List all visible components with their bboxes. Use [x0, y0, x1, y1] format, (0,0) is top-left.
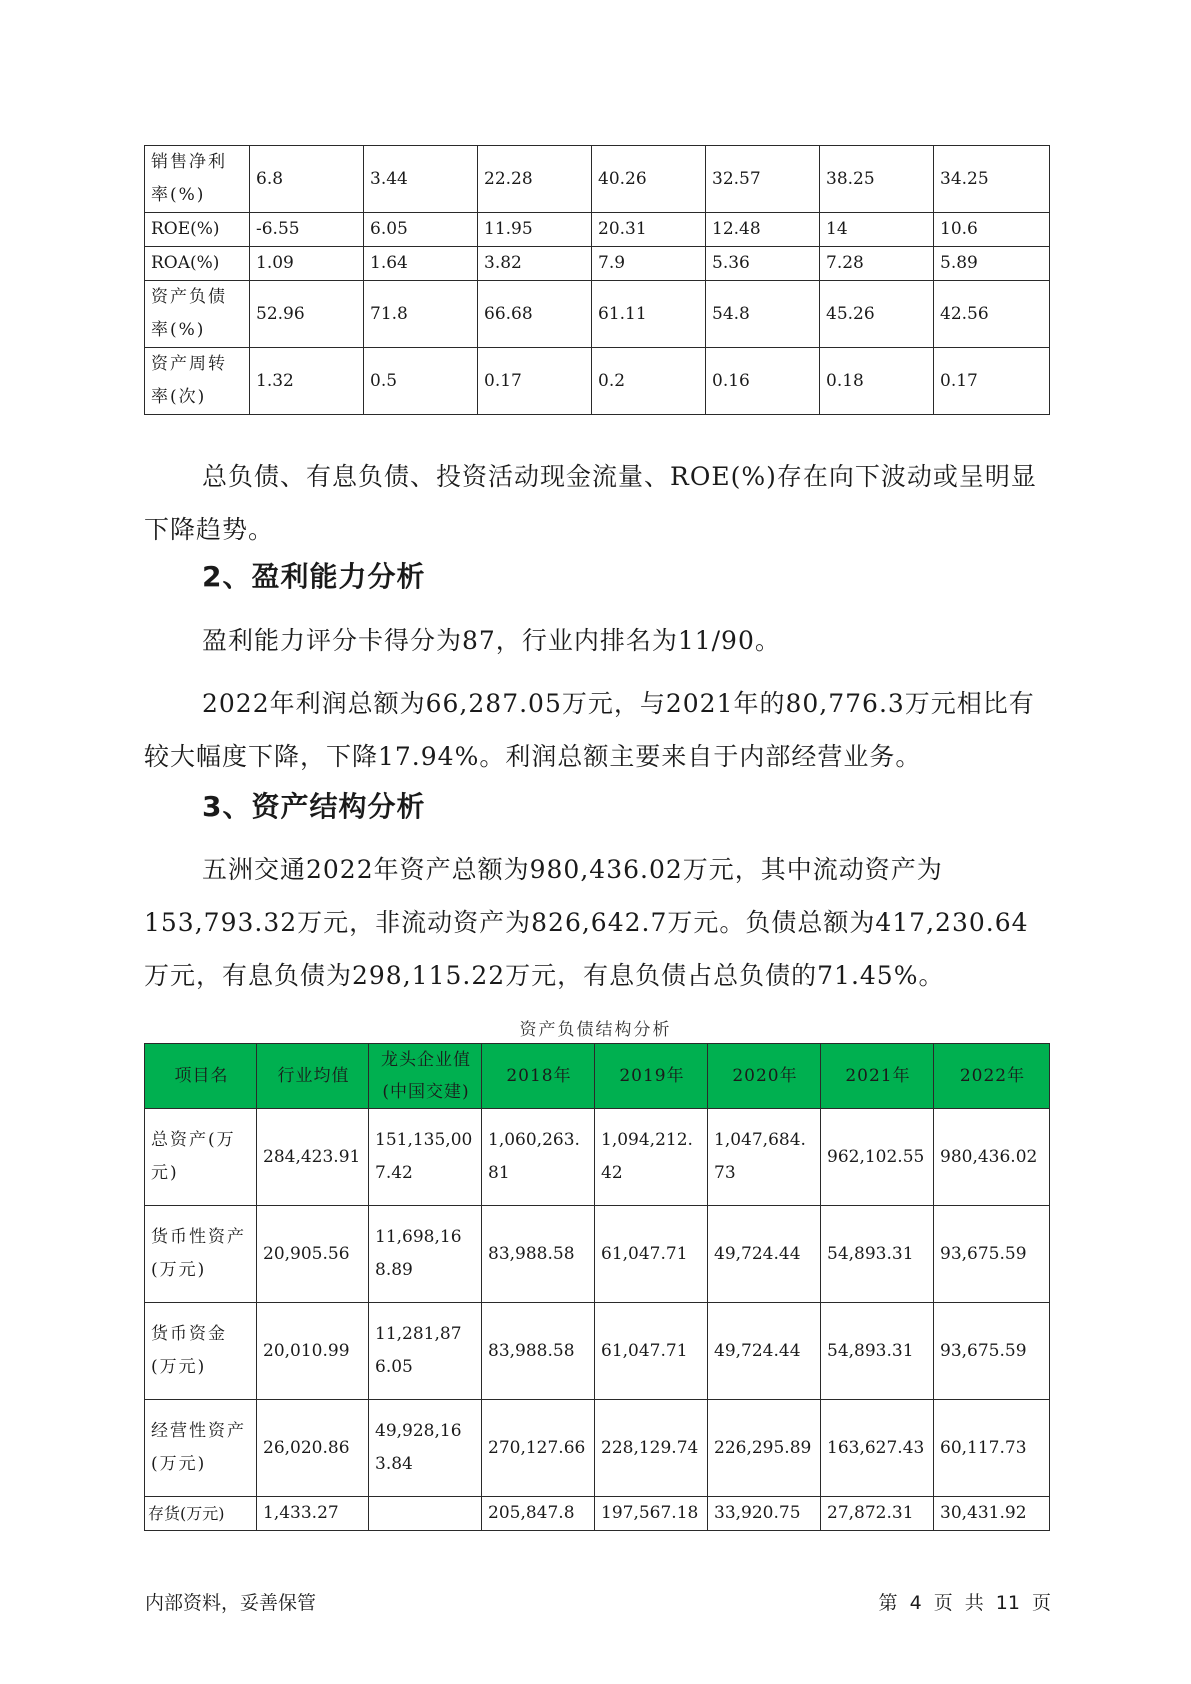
- table-cell: 0.16: [706, 348, 820, 415]
- row-label: 存货(万元): [145, 1497, 257, 1531]
- column-header: 项目名: [145, 1044, 257, 1109]
- table-cell: [369, 1497, 482, 1531]
- row-label: 资产负债率(%): [145, 281, 250, 348]
- table-cell: 7.9: [592, 247, 706, 281]
- table-cell: 226,295.89: [708, 1400, 821, 1497]
- table-cell: 52.96: [250, 281, 364, 348]
- table-cell: 151,135,007.42: [369, 1109, 482, 1206]
- balance-sheet-table: [144, 1043, 1050, 1531]
- confidentiality-footer: 内部资料，妥善保管: [145, 1592, 317, 1614]
- table-cell: 32.57: [706, 146, 820, 213]
- table-cell: 83,988.58: [482, 1303, 595, 1400]
- balance-sheet-table-body: [145, 1044, 1050, 1531]
- table-cell: 14: [820, 213, 934, 247]
- table-cell: 38.25: [820, 146, 934, 213]
- table-cell: 54,893.31: [821, 1206, 934, 1303]
- table-cell: 40.26: [592, 146, 706, 213]
- table-row: [145, 1109, 1050, 1206]
- ratio-table-body: [145, 146, 1050, 415]
- table-cell: 61.11: [592, 281, 706, 348]
- section-heading-asset-structure: 3、资产结构分析: [202, 790, 426, 823]
- table-cell: 71.8: [364, 281, 478, 348]
- table-row: [145, 146, 1050, 213]
- table-cell: 49,724.44: [708, 1206, 821, 1303]
- column-header: 行业均值: [257, 1044, 369, 1109]
- table-cell: 1.09: [250, 247, 364, 281]
- table-cell: 33,920.75: [708, 1497, 821, 1531]
- row-label: ROA(%): [145, 247, 250, 281]
- row-label: 总资产(万元): [145, 1109, 257, 1206]
- page-number: 第 4 页 共 11 页: [878, 1592, 1051, 1614]
- table-cell: 270,127.66: [482, 1400, 595, 1497]
- table-cell: 54.8: [706, 281, 820, 348]
- row-label: 货币资金(万元): [145, 1303, 257, 1400]
- table-cell: 0.17: [934, 348, 1050, 415]
- table-cell: 61,047.71: [595, 1206, 708, 1303]
- table-cell: 11,281,876.05: [369, 1303, 482, 1400]
- table-cell: 42.56: [934, 281, 1050, 348]
- table-row: [145, 1303, 1050, 1400]
- table-row: [145, 348, 1050, 415]
- table-cell: 3.82: [478, 247, 592, 281]
- table-row: [145, 281, 1050, 348]
- trend-paragraph: 总负债、有息负债、投资活动现金流量、ROE(%)存在向下波动或呈明显下降趋势。: [144, 462, 1037, 544]
- table-cell: 1,094,212.42: [595, 1109, 708, 1206]
- row-label: 销售净利率(%): [145, 146, 250, 213]
- table-cell: 49,724.44: [708, 1303, 821, 1400]
- table-cell: 60,117.73: [934, 1400, 1050, 1497]
- column-header: 2022年: [934, 1044, 1050, 1109]
- profitability-score-paragraph: 盈利能力评分卡得分为87，行业内排名为11/90。: [202, 626, 781, 655]
- table-cell: -6.55: [250, 213, 364, 247]
- table-cell: 0.18: [820, 348, 934, 415]
- table-cell: 83,988.58: [482, 1206, 595, 1303]
- row-label: 经营性资产(万元): [145, 1400, 257, 1497]
- table-cell: 27,872.31: [821, 1497, 934, 1531]
- table-cell: 5.89: [934, 247, 1050, 281]
- table-cell: 0.2: [592, 348, 706, 415]
- row-label: 资产周转率(次): [145, 348, 250, 415]
- table-cell: 5.36: [706, 247, 820, 281]
- table-caption: 资产负债结构分析: [519, 1020, 672, 1040]
- column-header: 2019年: [595, 1044, 708, 1109]
- row-label: 货币性资产(万元): [145, 1206, 257, 1303]
- table-cell: 11,698,168.89: [369, 1206, 482, 1303]
- table-cell: 6.8: [250, 146, 364, 213]
- table-cell: 22.28: [478, 146, 592, 213]
- table-row: [145, 213, 1050, 247]
- table-cell: 30,431.92: [934, 1497, 1050, 1531]
- table-cell: 7.28: [820, 247, 934, 281]
- table-cell: 20,905.56: [257, 1206, 369, 1303]
- table-cell: 228,129.74: [595, 1400, 708, 1497]
- table-cell: 34.25: [934, 146, 1050, 213]
- table-cell: 163,627.43: [821, 1400, 934, 1497]
- table-cell: 12.48: [706, 213, 820, 247]
- table-cell: 1,060,263.81: [482, 1109, 595, 1206]
- table-cell: 1.64: [364, 247, 478, 281]
- financial-ratio-table: [144, 145, 1050, 415]
- table-cell: 6.05: [364, 213, 478, 247]
- table-cell: 54,893.31: [821, 1303, 934, 1400]
- table-cell: 962,102.55: [821, 1109, 934, 1206]
- section-heading-profitability: 2、盈利能力分析: [202, 560, 426, 593]
- table-row: [145, 1400, 1050, 1497]
- table-cell: 93,675.59: [934, 1303, 1050, 1400]
- table-cell: 26,020.86: [257, 1400, 369, 1497]
- column-header: 2021年: [821, 1044, 934, 1109]
- table-cell: 49,928,163.84: [369, 1400, 482, 1497]
- table-cell: 1,433.27: [257, 1497, 369, 1531]
- table-cell: 93,675.59: [934, 1206, 1050, 1303]
- asset-structure-paragraph: 五洲交通2022年资产总额为980,436.02万元，其中流动资产为153,793.32万元，非流动资产为826,642.7万元。负债总额为417,230.64万元，有息负债为298,115.22万元，有息负债占总负债的71.45%。: [144, 855, 1029, 990]
- table-cell: 197,567.18: [595, 1497, 708, 1531]
- table-row: [145, 1206, 1050, 1303]
- table-cell: 1,047,684.73: [708, 1109, 821, 1206]
- table-cell: 3.44: [364, 146, 478, 213]
- table-cell: 1.32: [250, 348, 364, 415]
- profit-paragraph: 2022年利润总额为66,287.05万元，与2021年的80,776.3万元相比有较大幅度下降，下降17.94%。利润总额主要来自于内部经营业务。: [144, 689, 1035, 771]
- table-cell: 20.31: [592, 213, 706, 247]
- table-cell: 205,847.8: [482, 1497, 595, 1531]
- table-row: [145, 1497, 1050, 1531]
- table-cell: 61,047.71: [595, 1303, 708, 1400]
- table-cell: 0.17: [478, 348, 592, 415]
- table-cell: 0.5: [364, 348, 478, 415]
- table-cell: 284,423.91: [257, 1109, 369, 1206]
- table-cell: 10.6: [934, 213, 1050, 247]
- table-header-row: [145, 1044, 1050, 1109]
- column-header: 2020年: [708, 1044, 821, 1109]
- table-cell: 66.68: [478, 281, 592, 348]
- table-cell: 980,436.02: [934, 1109, 1050, 1206]
- table-cell: 20,010.99: [257, 1303, 369, 1400]
- column-header: 2018年: [482, 1044, 595, 1109]
- table-row: [145, 247, 1050, 281]
- table-cell: 45.26: [820, 281, 934, 348]
- table-cell: 11.95: [478, 213, 592, 247]
- row-label: ROE(%): [145, 213, 250, 247]
- column-header: 龙头企业值(中国交建): [369, 1044, 482, 1109]
